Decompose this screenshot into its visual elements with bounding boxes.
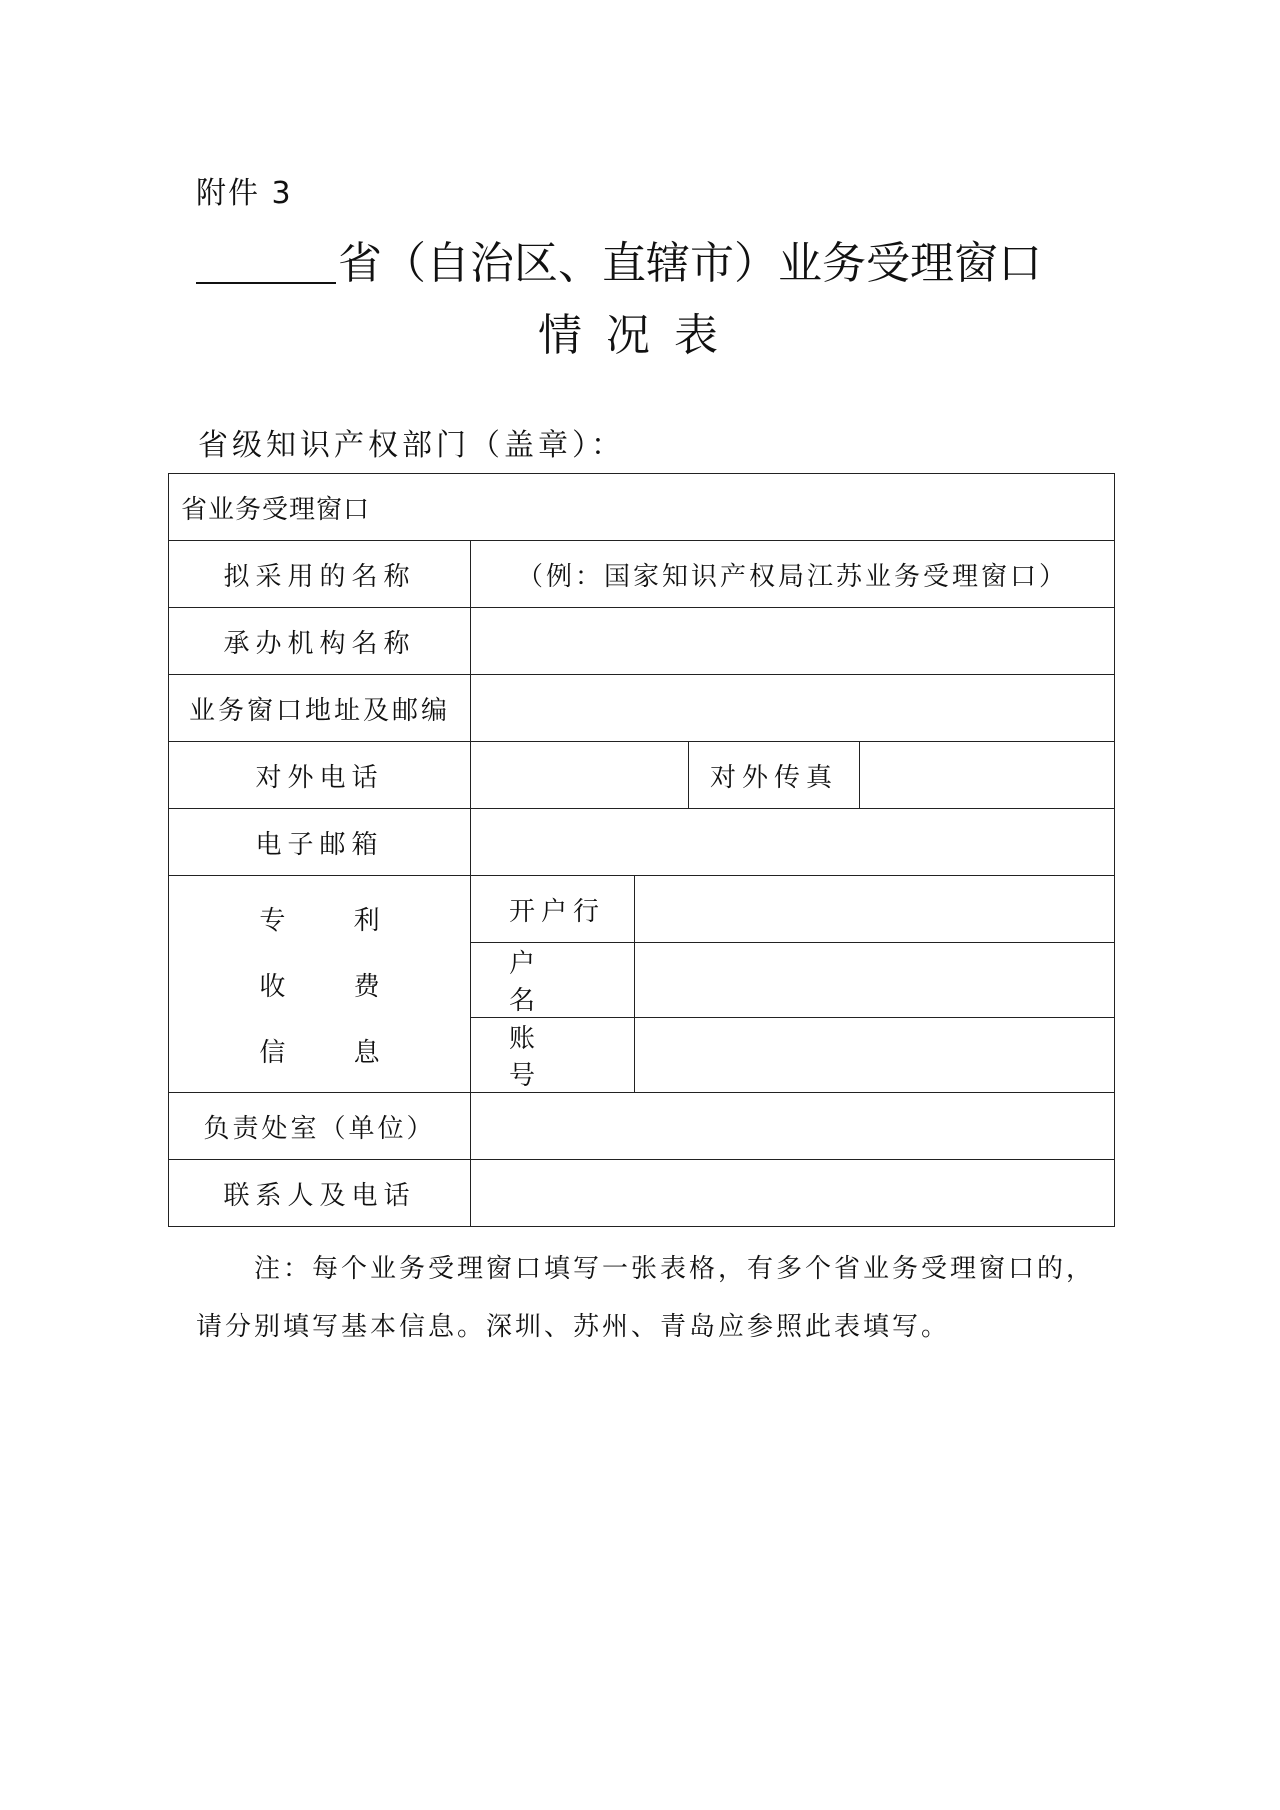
- table-row: [169, 474, 1115, 541]
- table-row: [169, 876, 1115, 943]
- form-note: [196, 1240, 1096, 1356]
- form-title-line2: 情况表: [538, 310, 742, 361]
- fee-info-line: 收 费: [259, 971, 410, 1002]
- contact-field[interactable]: [471, 1160, 1115, 1227]
- fee-info-line: 专 利: [259, 905, 410, 936]
- fee-info-line: 信 息: [259, 1037, 410, 1068]
- form-title-line1: [196, 232, 1096, 296]
- bank-field[interactable]: [635, 876, 1115, 943]
- phone-label: 对外电话: [169, 742, 471, 809]
- note-line: 注：每个业务受理窗口填写一张表格，有多个省业务受理窗口的，: [254, 1254, 1096, 1284]
- table-header: 省业务受理窗口: [169, 474, 1115, 541]
- proposed-name-label: 拟采用的名称: [169, 541, 471, 608]
- stamp-label: 省级知识产权部门（盖章）：: [198, 428, 625, 463]
- address-label: 业务窗口地址及邮编: [169, 675, 471, 742]
- table-row: [169, 742, 1115, 809]
- table-row: [169, 1160, 1115, 1227]
- form-title-text: 省（自治区、直辖市）业务受理窗口: [338, 238, 1042, 289]
- email-field[interactable]: [471, 809, 1115, 876]
- table-row: [169, 608, 1115, 675]
- table-row: [169, 675, 1115, 742]
- fee-info-label: [169, 876, 471, 1093]
- table-row: [169, 541, 1115, 608]
- email-label: 电子邮箱: [169, 809, 471, 876]
- province-blank-line[interactable]: [196, 232, 336, 284]
- window-info-table: [168, 473, 1115, 1227]
- note-line: 请分别填写基本信息。深圳、苏州、青岛应参照此表填写。: [196, 1312, 951, 1342]
- department-field[interactable]: [471, 1093, 1115, 1160]
- organizer-field[interactable]: [471, 608, 1115, 675]
- proposed-name-field[interactable]: （例：国家知识产权局江苏业务受理窗口）: [471, 541, 1115, 608]
- address-field[interactable]: [471, 675, 1115, 742]
- table-row: [169, 809, 1115, 876]
- account-name-field[interactable]: [635, 943, 1115, 1018]
- organizer-label: 承办机构名称: [169, 608, 471, 675]
- attachment-label: 附件 3: [196, 176, 293, 211]
- phone-field[interactable]: [471, 742, 689, 809]
- table-row: [169, 1093, 1115, 1160]
- fax-field[interactable]: [860, 742, 1115, 809]
- fax-label: 对外传真: [689, 742, 860, 809]
- department-label: 负责处室（单位）: [169, 1093, 471, 1160]
- bank-label: 开户行: [471, 876, 635, 943]
- account-number-field[interactable]: [635, 1018, 1115, 1093]
- account-number-label: 账 号: [471, 1018, 635, 1093]
- account-name-label: 户 名: [471, 943, 635, 1018]
- contact-label: 联系人及电话: [169, 1160, 471, 1227]
